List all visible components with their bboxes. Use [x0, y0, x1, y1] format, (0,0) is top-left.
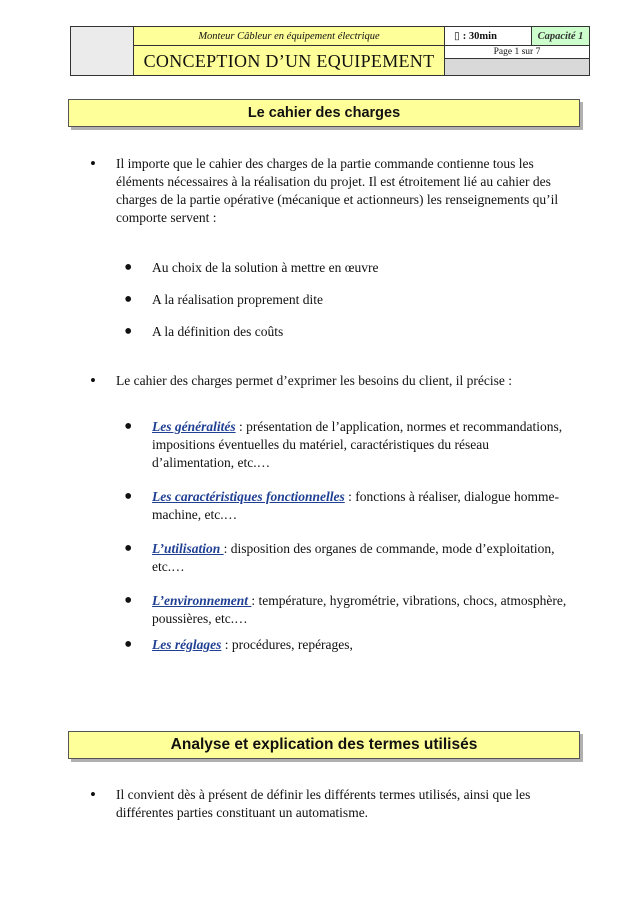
list-item — [124, 484, 572, 524]
list-item-text: A la définition des coûts — [152, 324, 284, 339]
section-title-cahier-des-charges: Le cahier des charges — [68, 99, 580, 127]
list-item — [124, 588, 572, 628]
term-description: : température, hygrométrie, vibrations, chocs, atmosphère, poussières, etc.… — [152, 593, 567, 626]
list-item-text: A la réalisation proprement dite — [152, 292, 323, 307]
header-blank-cell — [444, 58, 590, 76]
page-number: Page 1 sur 7 — [444, 45, 590, 59]
list-item-text: Au choix de la solution à mettre en œuvre — [152, 260, 379, 275]
document-header — [70, 26, 590, 76]
document-title: CONCEPTION D’UN EQUIPEMENT — [133, 45, 445, 76]
term-description: : fonctions à réaliser, dialogue homme-machine, etc.… — [152, 489, 560, 522]
term-description: : présentation de l’application, normes et recommandations, impositions éventuelles du matériel, caractéristiques du réseau d’alimentation, etc.… — [152, 419, 563, 470]
paragraph-text: Le cahier des charges permet d’exprimer les besoins du client, il précise : — [116, 373, 512, 388]
bullet-icon: • — [124, 287, 133, 313]
paragraph-text: Il importe que le cahier des charges de la partie commande contienne tous les éléments nécessaires à la réalisation du projet. Il est étroitement lié au cahier des charges de la partie opérative (mécanique et actionneurs) les renseignements qu’il comporte servent : — [116, 156, 559, 225]
capacity-badge: Capacité 1 — [531, 26, 590, 46]
hourglass-icon: ▯ — [454, 31, 460, 42]
list-item — [124, 255, 572, 281]
paragraph-analyse — [90, 785, 576, 822]
paragraph-text: Il convient dès à présent de définir les différents termes utilisés, ainsi que les différentes parties constituant un automatisme. — [116, 787, 531, 820]
term-description: : disposition des organes de commande, mode d’exploitation, etc.… — [152, 541, 555, 574]
bullet-icon: • — [124, 414, 133, 440]
list-item — [124, 536, 572, 576]
term-environnement: L’environnement — [152, 593, 252, 608]
bullet-icon: • — [90, 154, 96, 173]
bullet-icon: • — [124, 484, 133, 510]
term-reglages: Les réglages — [152, 637, 222, 652]
bullet-icon: • — [90, 371, 96, 390]
bullet-icon: • — [90, 785, 96, 804]
section-title-analyse: Analyse et explication des termes utilisés — [68, 731, 580, 759]
duration-text: : 30min — [462, 31, 497, 42]
paragraph-intro-2 — [90, 371, 576, 390]
list-item — [124, 414, 572, 472]
duration-cell — [444, 26, 532, 46]
list-item — [124, 319, 572, 345]
term-description: : procédures, repérages, — [221, 637, 353, 652]
bullet-icon: • — [124, 319, 133, 345]
term-generalites: Les généralités — [152, 419, 236, 434]
bullet-icon: • — [124, 255, 133, 281]
job-title: Monteur Câbleur en équipement électrique — [133, 26, 445, 46]
list-item — [124, 632, 572, 658]
paragraph-intro — [90, 154, 576, 227]
list-item — [124, 287, 572, 313]
bullet-icon: • — [124, 536, 133, 562]
bullet-icon: • — [124, 632, 133, 658]
term-utilisation: L’utilisation — [152, 541, 224, 556]
bullet-icon: • — [124, 588, 133, 614]
term-caracteristiques-fonctionnelles: Les caractéristiques fonctionnelles — [152, 489, 345, 504]
logo-box — [70, 26, 134, 76]
